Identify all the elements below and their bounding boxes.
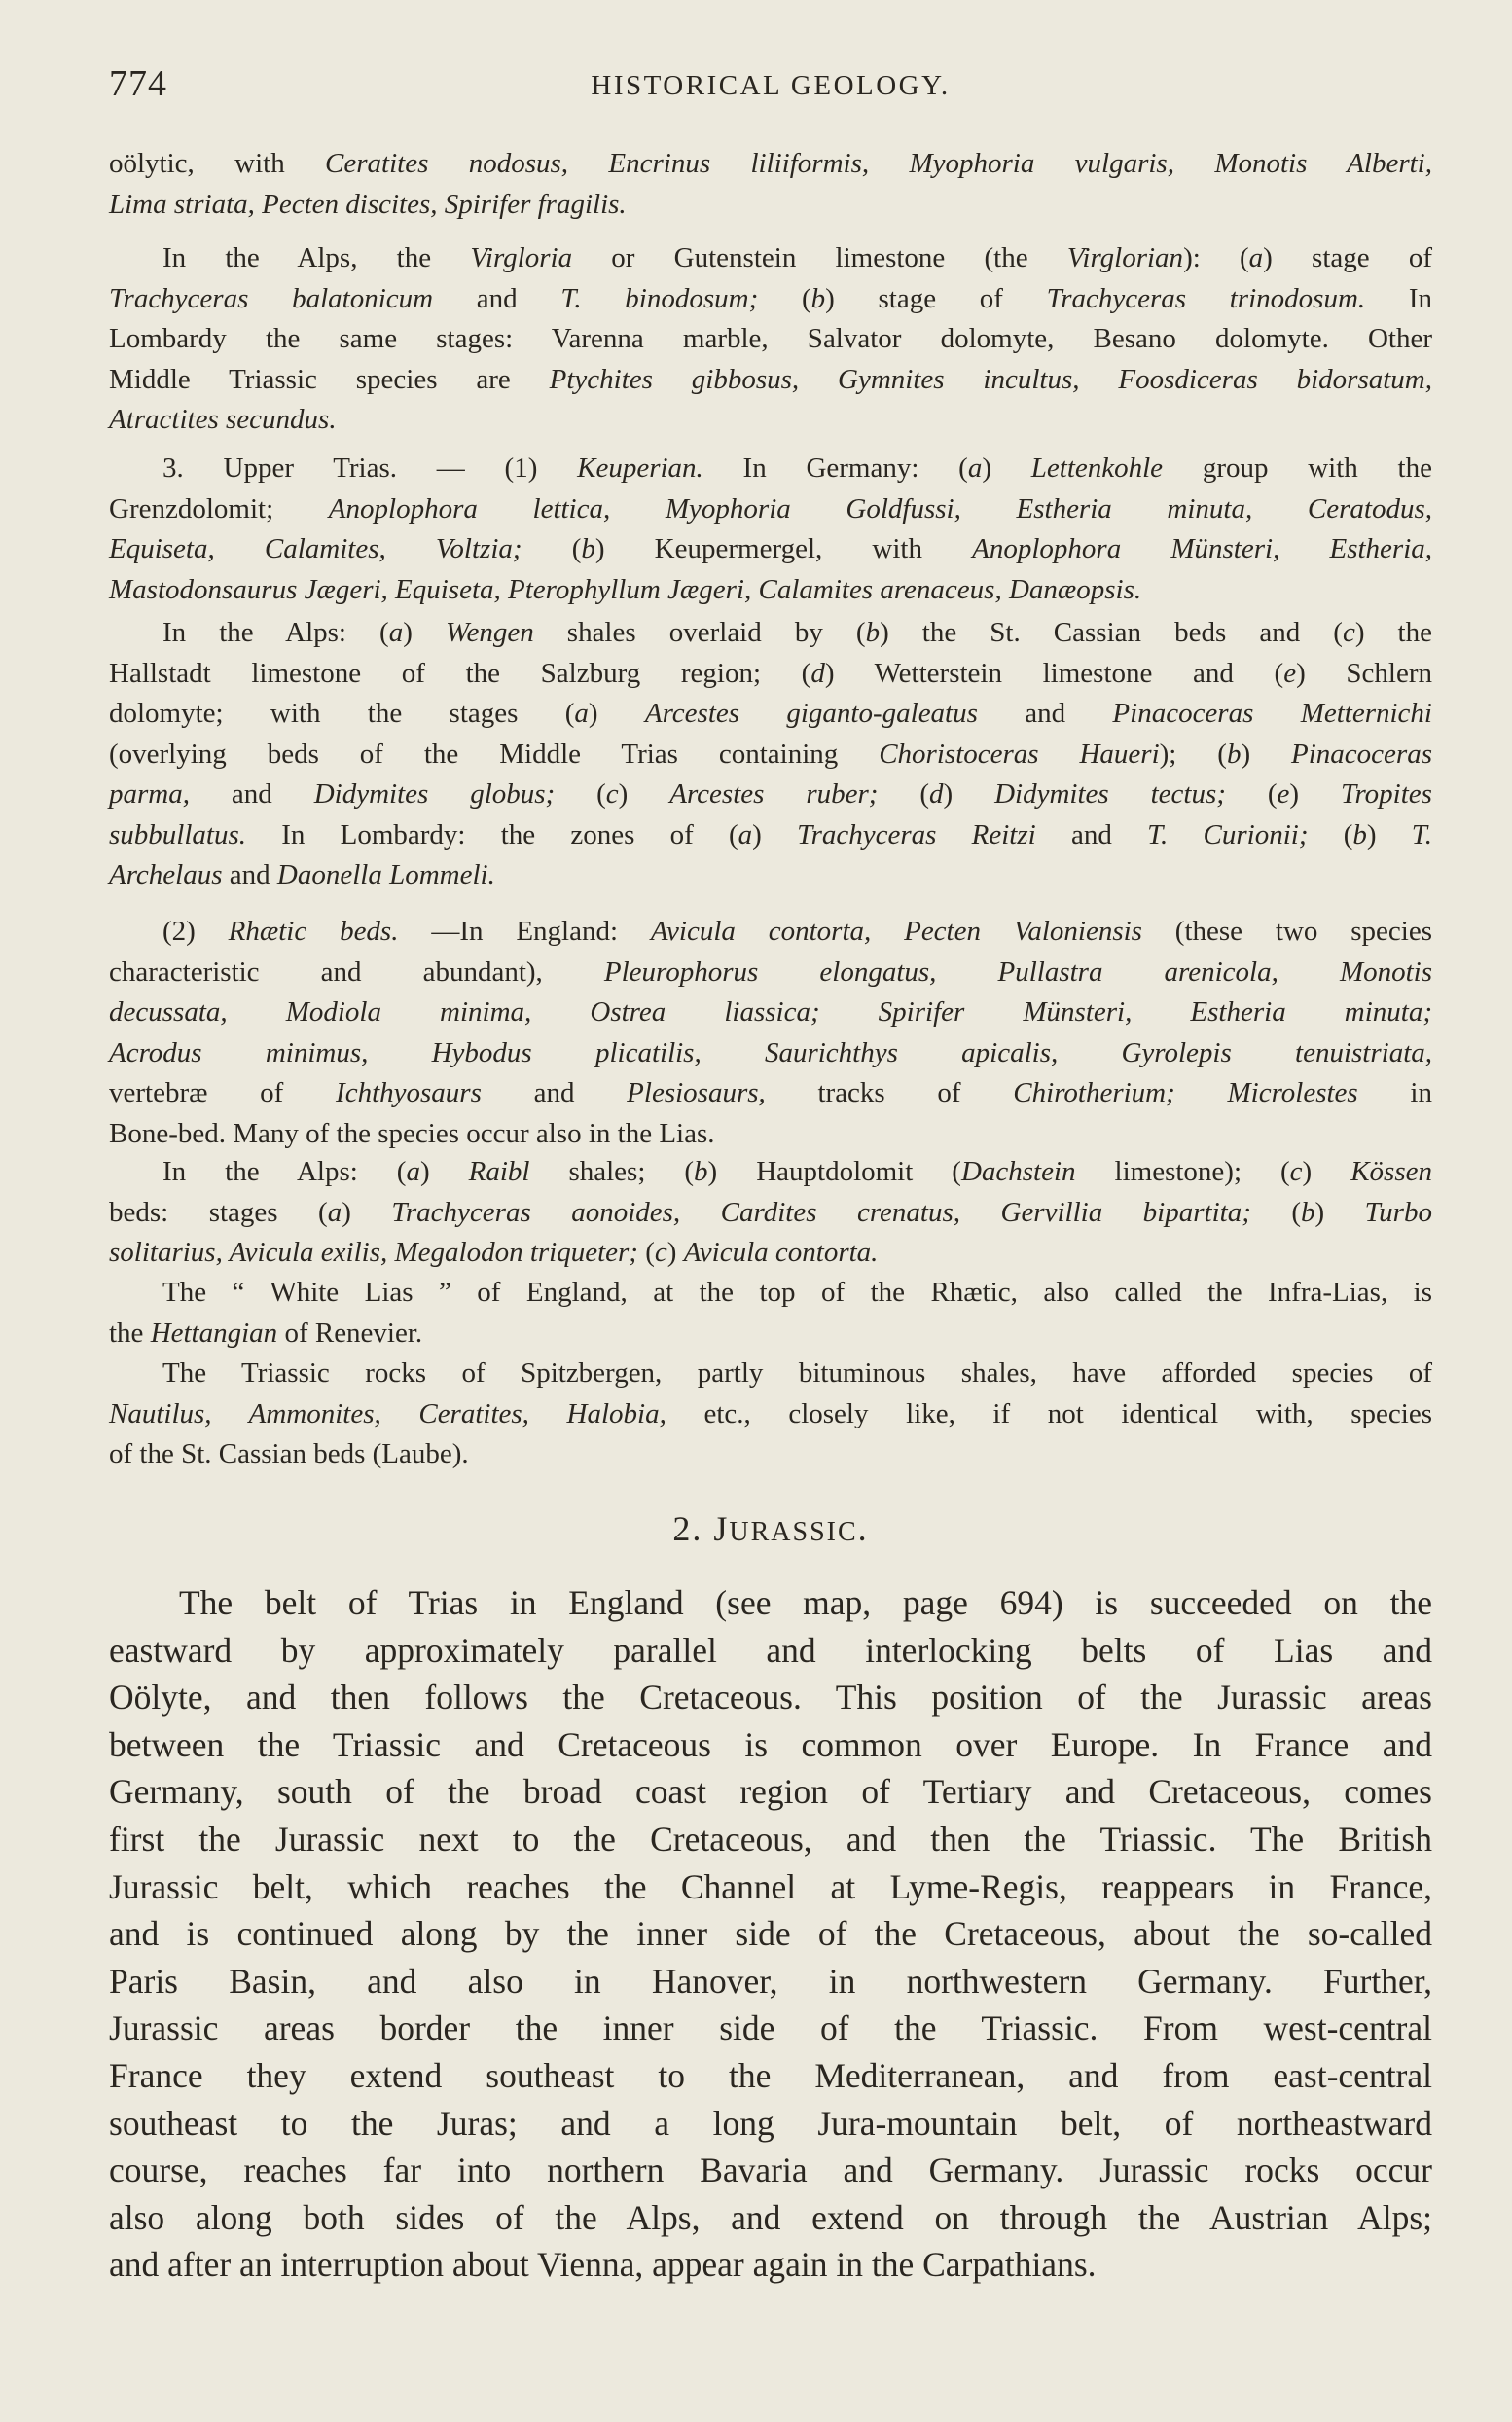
- paragraph-white-lias: [109, 1273, 1432, 1354]
- text-line: Equiseta, Calamites, Voltzia; (b) Keupermergel, with Anoplophora Münsteri, Estheria,: [109, 533, 1432, 564]
- text-line: parma, and Didymites globus; (c) Arcestes ruber; (d) Didymites tectus; (e) Tropites: [109, 778, 1432, 810]
- text-line: In the Alps: (a) Wengen shales overlaid by (b) the St. Cassian beds and (c) the: [162, 617, 1432, 648]
- text-line: Hallstadt limestone of the Salzburg region; (d) Wetterstein limestone and (e) Schlern: [109, 657, 1432, 689]
- paragraph-upper-trias-keuperian: [109, 449, 1432, 610]
- text-line: In the Alps: (a) Raibl shales; (b) Hauptdolomit (Dachstein limestone); (c) Kössen: [162, 1156, 1432, 1187]
- paragraph-rhaetic-beds: [109, 912, 1432, 1154]
- text-line: Paris Basin, and also in Hanover, in northwestern Germany. Further,: [109, 1961, 1432, 2001]
- text-line: vertebræ of Ichthyosaurs and Plesiosaurs, tracks of Chirotherium; Microlestes in: [109, 1077, 1432, 1108]
- text-line: the Hettangian of Renevier.: [109, 1317, 423, 1349]
- section-heading-jurassic: 2. JURASSIC.: [672, 1509, 869, 1548]
- text-line: (overlying beds of the Middle Trias containing Choristoceras Haueri); (b) Pinacoceras: [109, 738, 1432, 770]
- paragraph-alps-wengen: [109, 613, 1432, 896]
- text-line: also along both sides of the Alps, and extend on through the Austrian Alps;: [109, 2197, 1432, 2237]
- text-line: course, reaches far into northern Bavaria and Germany. Jurassic rocks occur: [109, 2151, 1432, 2190]
- text-line: southeast to the Juras; and a long Jura-mountain belt, of northeastward: [109, 2103, 1432, 2143]
- text-line: 3. Upper Trias. — (1) Keuperian. In Germany: (a) Lettenkohle group with the: [162, 452, 1432, 484]
- text-line: Grenzdolomit; Anoplophora lettica, Myophoria Goldfussi, Estheria minuta, Ceratodus,: [109, 492, 1432, 524]
- text-line: The “ White Lias ” of England, at the top of the Rhætic, also called the Infra-Lias, is: [162, 1277, 1432, 1308]
- text-line: Middle Triassic species are Ptychites gibbosus, Gymnites incultus, Foosdiceras bidorsatum,: [109, 363, 1432, 395]
- text-line: The Triassic rocks of Spitzbergen, partly bituminous shales, have afforded species of: [162, 1357, 1432, 1389]
- text-line: (2) Rhætic beds. —In England: Avicula contorta, Pecten Valoniensis (these two species: [162, 916, 1432, 947]
- text-line: Bone-bed. Many of the species occur also in the Lias.: [109, 1117, 715, 1149]
- text-line: Atractites secundus.: [109, 404, 337, 435]
- page-number: 774: [109, 63, 167, 104]
- text-line: Germany, south of the broad coast region of Tertiary and Cretaceous, comes: [109, 1772, 1432, 1812]
- text-line: Oölyte, and then follows the Cretaceous. This position of the Jurassic areas: [109, 1678, 1432, 1717]
- text-line: solitarius, Avicula exilis, Megalodon triqueter; (c) Avicula contorta.: [109, 1237, 879, 1268]
- running-title: HISTORICAL GEOLOGY.: [591, 70, 951, 101]
- text-line: The belt of Trias in England (see map, page 694) is succeeded on the: [179, 1583, 1432, 1622]
- text-line: oölytic, with Ceratites nodosus, Encrinus liliiformis, Myophoria vulgaris, Monotis Alberti,: [109, 148, 1432, 179]
- text-line: and after an interruption about Vienna, appear again in the Carpathians.: [109, 2245, 1097, 2285]
- text-line: Trachyceras balatonicum and T. binodosum; (b) stage of Trachyceras trinodosum. In: [109, 282, 1433, 314]
- text-line: eastward by approximately parallel and interlocking belts of Lias and: [109, 1630, 1432, 1670]
- paragraph-muschelkalk-fossils: [109, 144, 1432, 225]
- text-line: characteristic and abundant), Pleurophorus elongatus, Pullastra arenicola, Monotis: [109, 956, 1432, 988]
- text-line: Nautilus, Ammonites, Ceratites, Halobia, etc., closely like, if not identical with, species: [109, 1397, 1432, 1429]
- text-line: between the Triassic and Cretaceous is common over Europe. In France and: [109, 1724, 1432, 1764]
- paragraph-jurassic-distribution: [109, 1579, 1432, 2289]
- page-header: [109, 62, 1432, 121]
- paragraph-spitzbergen: [109, 1354, 1432, 1475]
- text-line: Jurassic belt, which reaches the Channel at Lyme-Regis, reappears in France,: [109, 1866, 1432, 1906]
- text-line: France they extend southeast to the Mediterranean, and from east-central: [109, 2055, 1432, 2095]
- text-line: Lombardy the same stages: Varenna marble, Salvator dolomyte, Besano dolomyte. Other: [109, 323, 1432, 354]
- paragraph-alps-raibl: [109, 1152, 1432, 1274]
- text-line: Mastodonsaurus Jægeri, Equiseta, Pterophyllum Jægeri, Calamites arenaceus, Danæopsis.: [109, 573, 1142, 605]
- text-line: of the St. Cassian beds (Laube).: [109, 1438, 469, 1469]
- text-line: beds: stages (a) Trachyceras aonoides, Cardites crenatus, Gervillia bipartita; (b) Turbo: [109, 1196, 1432, 1228]
- text-line: first the Jurassic next to the Cretaceous, and then the Triassic. The British: [109, 1819, 1432, 1859]
- text-line: Jurassic areas border the inner side of the Triassic. From west-central: [109, 2008, 1432, 2048]
- text-line: and is continued along by the inner side of the Cretaceous, about the so-called: [109, 1914, 1432, 1954]
- text-line: decussata, Modiola minima, Ostrea liassica; Spirifer Münsteri, Estheria minuta;: [109, 996, 1432, 1028]
- paragraph-alps-virgloria: [109, 238, 1432, 441]
- text-line: In the Alps, the Virgloria or Gutenstein limestone (the Virglorian): (a) stage of: [162, 242, 1432, 273]
- text-line: Acrodus minimus, Hybodus plicatilis, Saurichthys apicalis, Gyrolepis tenuistriata,: [109, 1036, 1432, 1068]
- text-line: Archelaus and Daonella Lommeli.: [109, 859, 495, 890]
- text-line: Lima striata, Pecten discites, Spirifer fragilis.: [109, 188, 627, 220]
- text-line: subbullatus. In Lombardy: the zones of (a) Trachyceras Reitzi and T. Curionii; (b) T.: [109, 818, 1432, 850]
- text-line: dolomyte; with the stages (a) Arcestes giganto-galeatus and Pinacoceras Metternichi: [109, 698, 1432, 729]
